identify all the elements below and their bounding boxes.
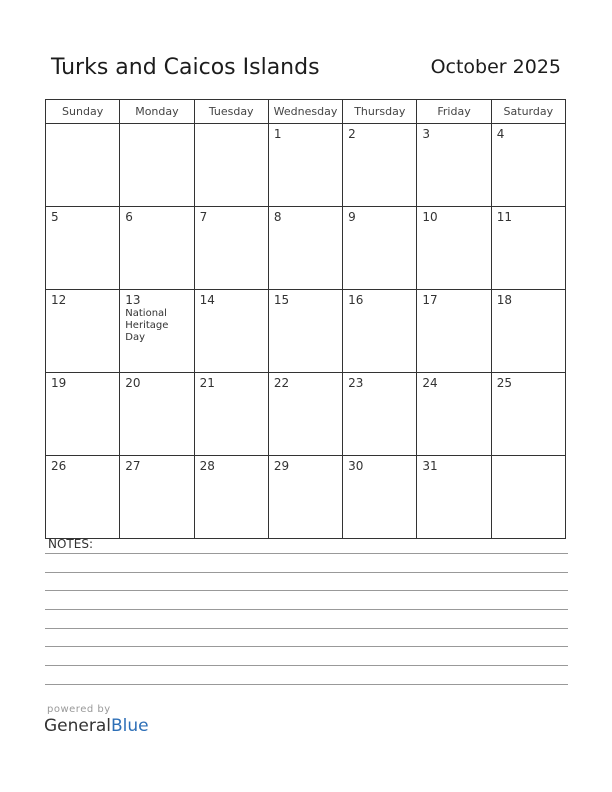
day-cell [343, 124, 417, 207]
day-cell [343, 207, 417, 290]
calendar-week-row [46, 290, 566, 373]
day-number: 16 [348, 293, 364, 307]
day-cell [268, 207, 342, 290]
day-number: 15 [273, 293, 290, 307]
day-number: 11 [496, 210, 512, 224]
day-cell [120, 456, 194, 539]
day-cell [268, 456, 342, 539]
day-number: 2 [348, 127, 356, 141]
day-number: 1 [273, 127, 282, 141]
day-cell [120, 124, 194, 207]
day-number: 3 [422, 127, 431, 141]
day-cell [268, 124, 342, 207]
day-cell [46, 290, 120, 373]
day-number: 9 [348, 210, 356, 224]
calendar-week-row [46, 373, 566, 456]
note-line [45, 553, 568, 554]
calendar-week-row [46, 207, 566, 290]
day-number: 7 [199, 210, 208, 224]
day-number: 13 [125, 293, 141, 307]
generalblue-logo [44, 716, 149, 736]
day-cell [194, 290, 268, 373]
calendar-week-row [46, 456, 566, 539]
day-cell [491, 124, 565, 207]
day-cell [417, 207, 491, 290]
notes-label: NOTES: [48, 537, 93, 551]
day-cell [268, 373, 342, 456]
day-cell [268, 290, 342, 373]
note-line [45, 590, 568, 591]
weekday-sunday: Sunday [46, 100, 120, 124]
day-cell [120, 290, 194, 373]
day-number: 10 [422, 210, 438, 224]
day-cell [194, 124, 268, 207]
day-cell [46, 373, 120, 456]
day-cell [417, 456, 491, 539]
day-number: 18 [496, 293, 512, 307]
day-number: 26 [51, 459, 67, 473]
brand-blue: Blue [111, 716, 149, 736]
note-line [45, 684, 568, 685]
weekday-monday: Monday [120, 100, 194, 124]
day-number: 28 [199, 459, 215, 473]
day-number: 24 [422, 376, 438, 390]
day-number: 30 [348, 459, 364, 473]
weekday-friday: Friday [417, 100, 491, 124]
day-cell [417, 124, 491, 207]
day-cell [194, 456, 268, 539]
calendar-grid [45, 99, 566, 539]
day-number: 12 [51, 293, 67, 307]
day-number: 20 [125, 376, 141, 390]
day-cell [194, 207, 268, 290]
day-number: 21 [199, 376, 215, 390]
calendar-body [46, 124, 566, 539]
day-cell [417, 290, 491, 373]
note-line [45, 572, 568, 573]
day-number: 22 [273, 376, 290, 390]
weekday-thursday: Thursday [343, 100, 417, 124]
day-cell [491, 456, 565, 539]
day-number: 6 [125, 210, 133, 224]
day-number: 8 [273, 210, 282, 224]
day-number: 31 [422, 459, 438, 473]
day-cell [194, 373, 268, 456]
weekday-header-row [46, 100, 566, 124]
weekday-tuesday: Tuesday [194, 100, 268, 124]
note-line [45, 628, 568, 629]
calendar-title: Turks and Caicos Islands [51, 55, 320, 80]
day-number: 25 [496, 376, 512, 390]
day-number: 19 [51, 376, 67, 390]
note-line [45, 665, 568, 666]
day-cell [46, 207, 120, 290]
day-cell [343, 456, 417, 539]
weekday-wednesday: Wednesday [268, 100, 342, 124]
holiday-label: National Heritage Day [125, 308, 169, 343]
day-number: 14 [199, 293, 215, 307]
day-cell [491, 373, 565, 456]
day-number: 29 [273, 459, 290, 473]
weekday-saturday: Saturday [491, 100, 565, 124]
calendar-month: October 2025 [430, 56, 561, 78]
note-line [45, 646, 568, 647]
brand-general: General [44, 716, 111, 736]
day-number: 17 [422, 293, 438, 307]
note-line [45, 609, 568, 610]
day-cell [46, 456, 120, 539]
day-number: 5 [51, 210, 59, 224]
day-cell [343, 290, 417, 373]
day-number: 23 [348, 376, 364, 390]
day-cell [120, 373, 194, 456]
day-number: 4 [496, 127, 505, 141]
day-cell [491, 207, 565, 290]
day-cell [343, 373, 417, 456]
day-cell [491, 290, 565, 373]
day-cell [120, 207, 194, 290]
powered-by-text: powered by [47, 704, 111, 715]
day-cell [417, 373, 491, 456]
calendar-week-row [46, 124, 566, 207]
day-cell [46, 124, 120, 207]
day-number: 27 [125, 459, 141, 473]
